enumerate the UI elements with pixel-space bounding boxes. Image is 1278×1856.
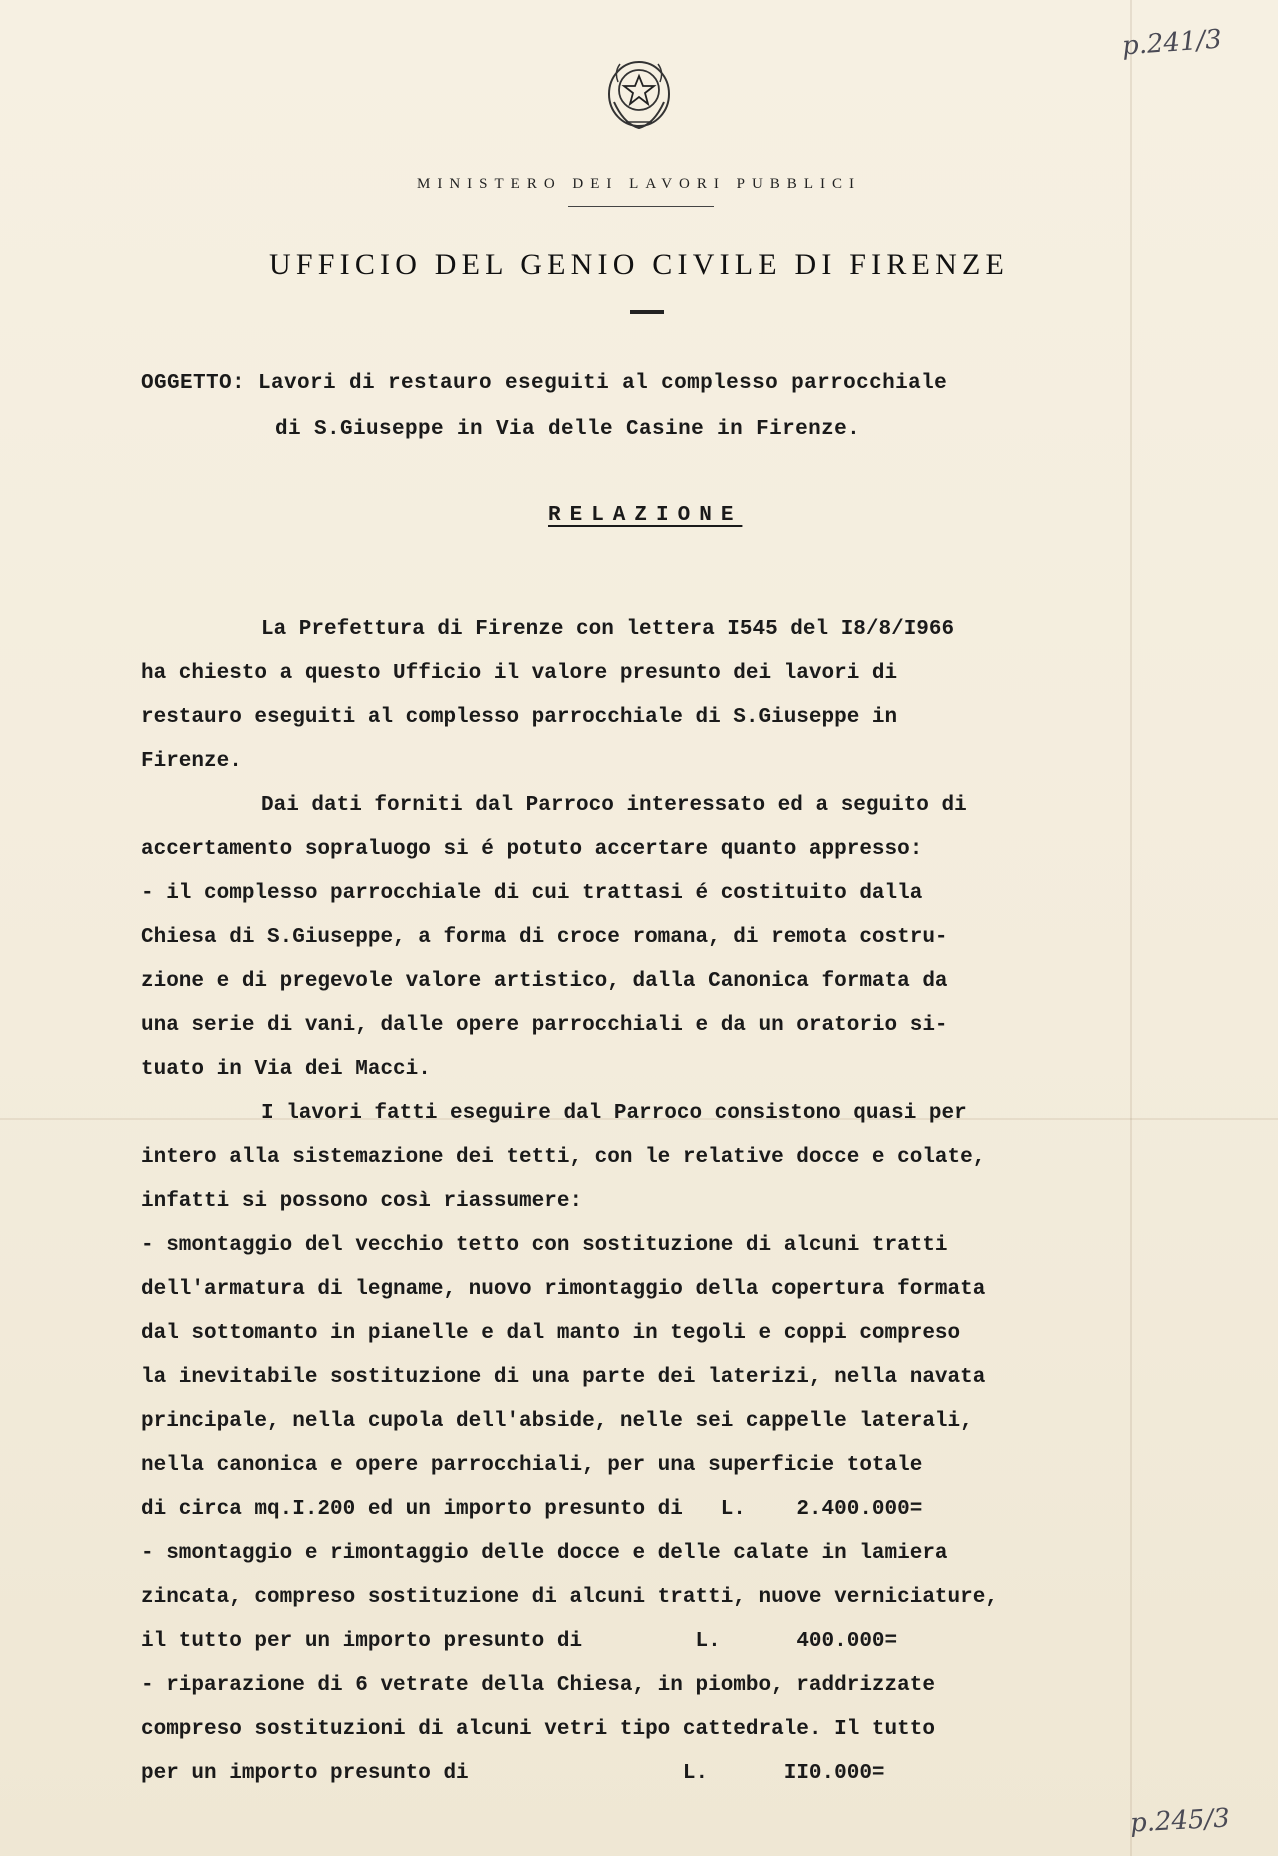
body-line: Chiesa di S.Giuseppe, a forma di croce romana, di remota costru-	[141, 926, 948, 949]
report-body	[141, 608, 1171, 1796]
body-line: tuato in Via dei Macci.	[141, 1058, 431, 1081]
header-divider	[568, 206, 714, 207]
body-line: - riparazione di 6 vetrate della Chiesa, in piombo, raddrizzate	[141, 1674, 935, 1697]
body-line: ha chiesto a questo Ufficio il valore presunto dei lavori di	[141, 662, 898, 685]
body-line: - smontaggio e rimontaggio delle docce e delle calate in lamiera	[141, 1542, 948, 1565]
amount-windows: L. II0.000=	[682, 1762, 885, 1785]
body-line-with-amount	[141, 1620, 1171, 1664]
body-line: Dai dati forniti dal Parroco interessato ed a seguito di	[261, 794, 967, 817]
body-line: accertamento sopraluogo si é potuto accertare quanto appresso:	[141, 838, 923, 861]
body-line: I lavori fatti eseguire dal Parroco consistono quasi per	[261, 1102, 967, 1125]
body-line: - smontaggio del vecchio tetto con sostituzione di alcuni tratti	[141, 1234, 948, 1257]
subject-line-1: OGGETTO: Lavori di restauro eseguiti al complesso parrocchiale	[141, 372, 948, 395]
amount-roof: L. 2.400.000=	[720, 1498, 923, 1521]
body-line: infatti si possono così riassumere:	[141, 1190, 583, 1213]
body-line: restauro eseguiti al complesso parrocchiale di S.Giuseppe in	[141, 706, 898, 729]
body-line: una serie di vani, dalle opere parrocchiali e da un oratorio si-	[141, 1014, 948, 1037]
line-text: di circa mq.I.200 ed un importo presunto di	[141, 1498, 683, 1521]
body-line: dal sottomanto in pianelle e dal manto in tegoli e coppi compreso	[141, 1322, 961, 1345]
archive-page-number-top: p.241/3	[1121, 24, 1223, 62]
body-line-with-amount	[141, 1752, 1171, 1796]
ministry-heading: MINISTERO DEI LAVORI PUBBLICI	[417, 176, 861, 192]
body-line: principale, nella cupola dell'abside, nelle sei cappelle laterali,	[141, 1410, 973, 1433]
body-line: la inevitabile sostituzione di una parte dei laterizi, nella navata	[141, 1366, 986, 1389]
office-title: UFFICIO DEL GENIO CIVILE DI FIRENZE	[269, 248, 1009, 281]
body-line: intero alla sistemazione dei tetti, con le relative docce e colate,	[141, 1146, 986, 1169]
body-line: compreso sostituzioni di alcuni vetri tipo cattedrale. Il tutto	[141, 1718, 935, 1741]
body-line: La Prefettura di Firenze con lettera I545 del I8/8/I966	[261, 618, 955, 641]
body-line: - il complesso parrocchiale di cui trattasi é costituito dalla	[141, 882, 923, 905]
line-text: il tutto per un importo presunto di	[141, 1630, 583, 1653]
subject-line-2: di S.Giuseppe in Via delle Casine in Firenze.	[275, 418, 861, 441]
italian-republic-emblem-icon	[604, 52, 674, 132]
title-divider	[630, 310, 664, 314]
body-line: dell'armatura di legname, nuovo rimontaggio della copertura formata	[141, 1278, 986, 1301]
archive-page-number-bottom: p.245/3	[1129, 1803, 1231, 1839]
body-line: zione e di pregevole valore artistico, dalla Canonica formata da	[141, 970, 948, 993]
body-line: zincata, compreso sostituzione di alcuni tratti, nuove verniciature,	[141, 1586, 998, 1609]
amount-gutters: L. 400.000=	[695, 1630, 898, 1653]
body-line: Firenze.	[141, 750, 242, 773]
line-text: per un importo presunto di	[141, 1762, 469, 1785]
body-line-with-amount	[141, 1488, 1171, 1532]
report-heading: RELAZIONE	[548, 504, 743, 527]
body-line: nella canonica e opere parrocchiali, per una superficie totale	[141, 1454, 923, 1477]
